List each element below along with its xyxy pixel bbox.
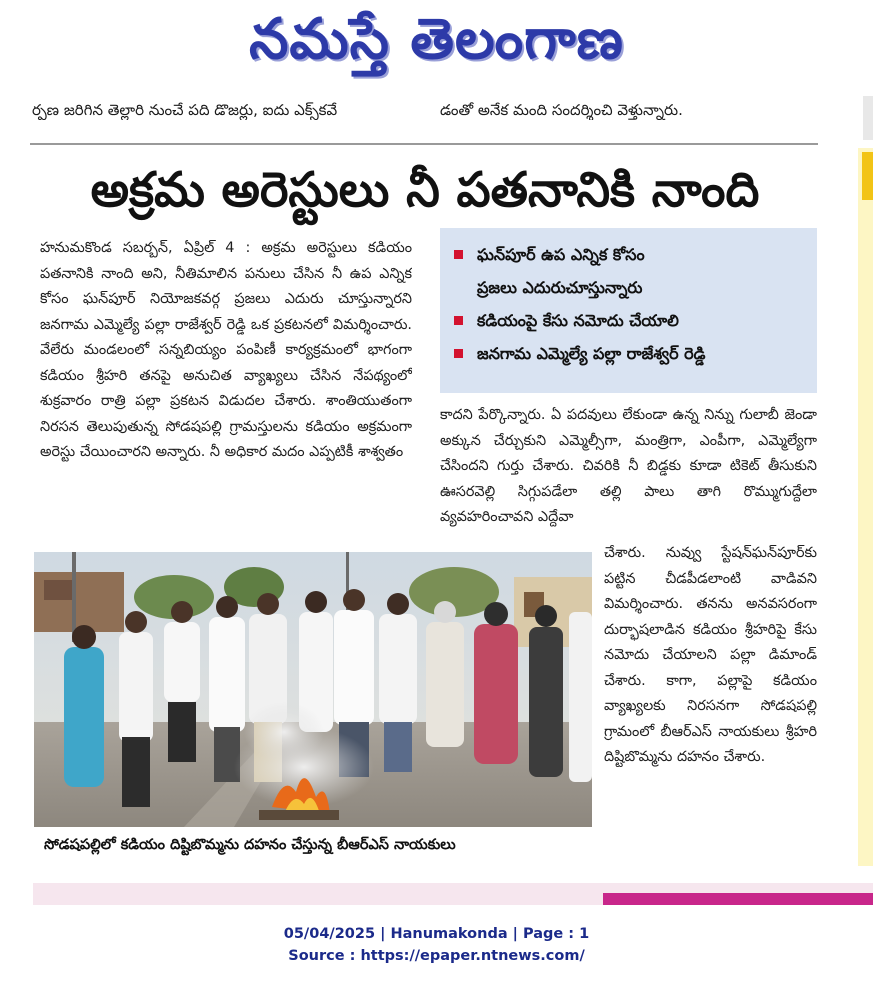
section-divider <box>30 143 818 145</box>
adjacent-page-edge <box>863 96 873 140</box>
footer-edition-line: 05/04/2025 | Hanumakonda | Page : 1 <box>283 926 590 942</box>
article-right-text-narrow: చేశారు. నువ్వు స్టేషన్‌ఘన్‌పూర్‌కు పట్టిన చీడపీడలాంటి వాడివని విమర్శించారు. తనను అనవసరంగా దుర్భాషలాడిన కడియం శ్రీహరిపై కేసు నమోదు చేయాలని పల్లా డిమాండ్ చేశారు. కాగా, పల్లాపై కడియం వ్యాఖ్యలకు నిరసనగా సోడషపల్లి గ్రామంలో బీఆర్‌ఎస్ నాయకులు శ్రీహరి దిష్టిబొమ్మను దహనం చేశారు. <box>604 545 817 765</box>
adjacent-column-strip <box>858 148 873 866</box>
bullet-icon <box>454 316 463 325</box>
next-section-pink-bar <box>603 893 873 905</box>
highlight-text: కడియంపై కేసు నమోదు చేయాలి <box>477 311 679 330</box>
masthead-title: నమస్తే తెలంగాణ <box>249 6 624 72</box>
previous-story-right-line: డంతో అనేక మంది సందర్శించి వెళ్తున్నారు. <box>440 101 683 119</box>
previous-story-left-line: ర్పణ జరిగిన తెల్లారి నుంచే పది డొజర్లు, ఐదు ఎక్స్‌కవే <box>32 101 338 119</box>
news-photo <box>34 552 592 827</box>
highlight-item <box>440 238 817 271</box>
bullet-icon <box>454 250 463 259</box>
highlight-text: జనగామ ఎమ్మెల్యే పల్లా రాజేశ్వర్ రెడ్డి <box>477 344 706 363</box>
article-left-text: హనుమకొండ సబర్బన్, ఏప్రిల్ 4 : అక్రమ అరెస్టులు కడియం పతనానికి నాంది అని, నీతిమాలిన పనులు చేసిన నీ ఉప ఎన్నిక కోసం ఘన్‌పూర్ నియోజకవర్గ ప్రజలు ఎదురు చూస్తున్నారని జనగామ ఎమ్మెల్యే పల్లా రాజేశ్వర్ రెడ్డి ఒక ప్రకటనలో విమర్శించారు. వేలేరు మండలంలో సన్నబియ్యం పంపిణీ కార్యక్రమంలో భాగంగా కడియం శ్రీహరి తనపై అనుచిత వ్యాఖ్యలు చేసిన నేపథ్యంలో శుక్రవారం రాత్రి పల్లా ప్రకటన విడుదల చేశారు. శాంతియుతంగా నిరసన తెలుపుతున్న సోడషపల్లి గ్రామస్తులను కడియం అక్రమంగా అరెస్టు చేయించారని అన్నారు. నీ అధికార మదం ఎప్పటికీ శాశ్వతం <box>40 240 412 460</box>
adjacent-column-accent <box>862 152 873 200</box>
photo-caption: సోడషపల్లిలో కడియం దిష్టిబొమ్మను దహనం చేస్తున్న బీఆర్‌ఎస్ నాయకులు <box>44 837 456 853</box>
newspaper-masthead <box>0 0 873 92</box>
highlights-box <box>440 228 817 393</box>
bullet-icon <box>454 349 463 358</box>
article-right-column-top <box>440 403 817 543</box>
article-right-text-top: కాదని పేర్కొన్నారు. ఏ పదవులు లేకుండా ఉన్న నిన్ను గులాబీ జెండా అక్కున చేర్చుకుని ఎమ్మెల్సీగా, మంత్రిగా, ఎంపీగా, ఎమ్మెల్యేగా చేసిందని గుర్తు చేశారు. చివరికి నీ బిడ్డకు కూడా టికెట్ తీసుకుని ఊసరవెల్లి సిగ్గుపడేలా తల్లి పాలు తాగి రొమ్ముగుద్దేలా వ్యవహరించావని ఎద్దేవా <box>440 407 817 525</box>
footer-source-line: Source : https://epaper.ntnews.com/ <box>288 948 585 964</box>
article-left-column <box>40 236 412 546</box>
highlight-item <box>440 337 817 370</box>
article-right-column-narrow <box>604 541 817 846</box>
highlight-text: ఘన్‌పూర్ ఉప ఎన్నిక కోసం <box>477 245 645 264</box>
highlight-item <box>440 304 817 337</box>
article-headline: అక్రమ అరెస్టులు నీ పతనానికి నాంది <box>90 162 760 218</box>
highlight-text-continued: ప్రజలు ఎదురుచూస్తున్నారు <box>477 278 643 297</box>
